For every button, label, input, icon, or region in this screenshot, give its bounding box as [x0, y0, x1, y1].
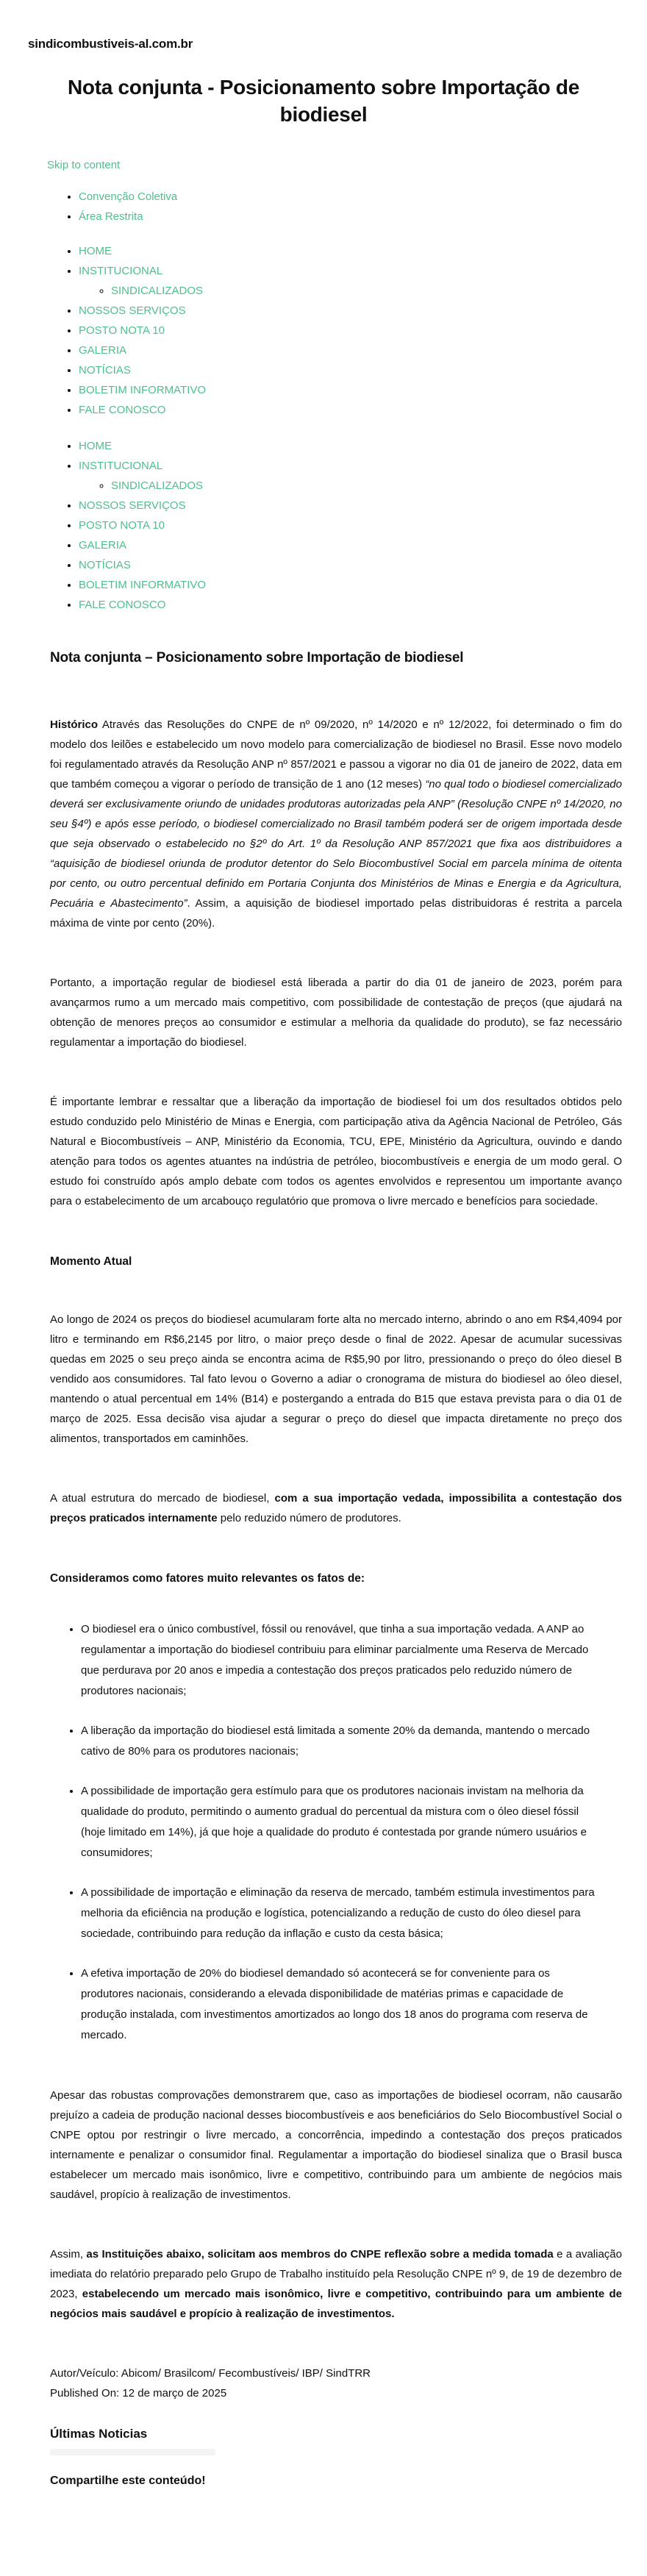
submenu-link-sindicalizados[interactable]: SINDICALIZADOS	[111, 285, 204, 297]
paragraph-portanto	[50, 973, 622, 1052]
text-segment: Apesar das robustas comprovações demonstrarem que, caso as importações de biodiesel ocorram, não causarão prejuízo a cadeia de produção nacional desses biocombustíveis e aos beneficiários do Selo Biocombustível Social o CNPE optou por restringir o livre mercado, a concorrência, impedindo a contestação dos preços praticados internamente e penalizar o consumidor final. Regulamentar a importação do biodiesel sinaliza que o Brasil busca estabelecer um mercado mais isonômico, livre e competitivo, contribuindo para um ambiente de negócios mais saudável, propício à realização de investimentos.	[50, 2089, 622, 2201]
text-segment: É importante lembrar e ressaltar que a liberação da importação de biodiesel foi um dos resultados obtidos pelo estudo conduzido pelo Ministério de Minas e Energia, com participação ativa da Agência Nacional de Petróleo, Gás Natural e Biocombustíveis – ANP, Ministério da Economia, TCU, EPE, Ministério da Agricultura, ouvindo e dando atenção para todos os agentes atuantes na indústria de petróleo, biocombustíveis e energia de um modo geral. O estudo foi construído após amplo debate com todos os agentes envolvidos e representou um importante avanço para o estabelecimento de um arcabouço regulatório que promova o livre mercado e benefícios para sociedade.	[50, 1096, 622, 1207]
paragraph-assim-solicitacao	[50, 2244, 622, 2324]
text-segment: “no qual todo o biodiesel comercializado deverá ser exclusivamente oriundo de unidades produtoras autorizadas pela ANP” (Resolução CNPE nº 14/2020, no seu §4º) e após esse período, o biodiesel comercializado no Brasil também poderá ser de origem importada desde que seja observado o estabelecido no §2º do Art. 1º da Resolução ANP 857/2021 que fixa aos distribuidores a “aquisição de biodiesel oriunda de produtor detentor do Selo Biocombustível Social em parcela mínima de oitenta por cento, ou outro percentual definido em Portaria Conjunta dos Ministérios de Minas e Energia e da Agricultura, Pecuária e Abastecimento”	[50, 778, 622, 910]
text-segment: A atual estrutura do mercado de biodiesel,	[50, 1492, 275, 1505]
factor-item-a-possibilidade-de-importacao-gera-estim	[81, 1781, 600, 1863]
section-heading-momento-atual: Momento Atual	[50, 1255, 132, 1268]
menu-item-fale-conosco	[79, 595, 647, 615]
submenu-link-sindicalizados[interactable]: SINDICALIZADOS	[111, 479, 204, 492]
submenu-of-institucional	[79, 476, 647, 496]
menu-item-home	[79, 241, 647, 261]
factor-text: A liberação da importação do biodiesel está limitada a somente 20% da demanda, mantendo o mercado cativo de 80% para os produtores nacionais;	[81, 1724, 590, 1758]
skip-to-content-link[interactable]: Skip to content	[47, 159, 121, 171]
factor-text: A possibilidade de importação gera estímulo para que os produtores nacionais invistam na melhoria da qualidade do produto, permitindo o aumento gradual do percentual da mistura com o óleo diesel fóssil (hoje limitado em 14%), já que hoje a qualidade do produto é contestada por grande número usuários e consumidores;	[81, 1785, 587, 1859]
menu-item-home	[79, 436, 647, 456]
page-title: Nota conjunta - Posicionamento sobre Importação de biodiesel	[68, 76, 579, 126]
factors-list	[50, 1619, 622, 2046]
menu-block-2	[0, 436, 647, 615]
menu-link-noticias[interactable]: NOTÍCIAS	[79, 559, 131, 571]
menu-item-noticias	[79, 360, 647, 380]
article-title: Nota conjunta – Posicionamento sobre Importação de biodiesel	[50, 650, 464, 666]
text-segment: Assim,	[50, 2248, 87, 2261]
text-segment: Portanto, a importação regular de biodiesel está liberada a partir do dia 01 de janeiro de 2023, porém para avançarmos rumo a um mercado mais competitivo, com possibilidade de contestação de preços (que ajudará na obtenção de menores preços ao consumidor e estimular a melhoria da qualidade do produto), se faz necessário regulamentar a importação do biodiesel.	[50, 977, 622, 1049]
menu-item-fale-conosco	[79, 400, 647, 420]
menu-link-boletim-informativo[interactable]: BOLETIM INFORMATIVO	[79, 384, 207, 396]
menu-link-boletim-informativo[interactable]: BOLETIM INFORMATIVO	[79, 579, 207, 591]
text-segment: pelo reduzido número de produtores.	[217, 1512, 401, 1524]
author-line: Autor/Veículo: Abicom/ Brasilcom/ Fecombustíveis/ IBP/ SindTRR	[50, 2367, 371, 2380]
paragraph-importante	[50, 1092, 622, 1211]
primary-menu-repeat	[0, 436, 647, 615]
factor-item-a-efetiva-importacao-de-20-do-biodiesel-	[81, 1963, 600, 2046]
menu-link-posto-nota-10[interactable]: POSTO NOTA 10	[79, 324, 165, 337]
text-segment: Histórico	[50, 718, 99, 731]
menu-item-institucional	[79, 261, 647, 301]
menu-link-home[interactable]: HOME	[79, 245, 112, 257]
menu-item-galeria	[79, 340, 647, 360]
paragraph-apesar	[50, 2086, 622, 2205]
menu-link-home[interactable]: HOME	[79, 440, 112, 452]
article-meta	[50, 2363, 622, 2403]
menu-item-area-restrita	[79, 207, 647, 226]
menu-link-noticias[interactable]: NOTÍCIAS	[79, 364, 131, 377]
faded-related-link-placeholder	[50, 2449, 215, 2455]
factor-item-a-liberacao-da-importacao-do-biodiesel-e	[81, 1721, 600, 1762]
menu-item-galeria	[79, 535, 647, 555]
menu-link-institucional[interactable]: INSTITUCIONAL	[79, 460, 163, 472]
text-segment: Ao longo de 2024 os preços do biodiesel acumularam forte alta no mercado interno, abrindo o ano em R$4,4094 por litro e terminando em R$6,2145 por litro, o maior preço desde o final de 2022. Apesar de acumular sucessivas quedas em 2025 o seu preço ainda se encontra acima de R$5,90 por litro, pressionando o preço do óleo diesel B vendido aos consumidores. Tal fato levou o Governo a adiar o cronograma de mistura do biodiesel ao óleo diesel, mantendo o atual percentual em 14% (B14) e postergando a entrada do B15 que estava prevista para o dia 01 de março de 2025. Essa decisão visa ajudar a segurar o preço do diesel que impacta diretamente no preço dos alimentos, transportados em caminhões.	[50, 1313, 622, 1445]
menu-item-posto-nota-10	[79, 515, 647, 535]
section-heading-ultimas-noticias: Últimas Noticias	[50, 2427, 148, 2441]
article	[50, 649, 622, 2488]
menu-link-nossos-servicos[interactable]: NOSSOS SERVIÇOS	[79, 499, 186, 512]
primary-menu	[0, 241, 647, 420]
menu-item-noticias	[79, 555, 647, 575]
menu-link-institucional[interactable]: INSTITUCIONAL	[79, 265, 163, 277]
text-segment: com a sua importação vedada, impossibilita a contestação dos preços praticados internamente	[50, 1492, 622, 1524]
section-heading-fatores: Consideramos como fatores muito relevantes os fatos de:	[50, 1572, 365, 1585]
share-heading: Compartilhe este conteúdo!	[50, 2475, 206, 2487]
menu-item-posto-nota-10	[79, 321, 647, 340]
menu-block-1	[0, 187, 647, 420]
menu-link-posto-nota-10[interactable]: POSTO NOTA 10	[79, 519, 165, 532]
secondary-menu	[0, 187, 647, 226]
submenu-of-institucional	[79, 281, 647, 301]
text-segment: estabelecendo um mercado mais isonômico, livre e competitivo, contribuindo para um ambiente de negócios mais saudável e propício à realização de investimentos.	[50, 2288, 622, 2320]
submenu-item-sindicalizados	[111, 281, 647, 301]
text-segment: Através das Resoluções do CNPE de nº 09/2020, nº 14/2020 e nº 12/2022, foi determinado o fim do modelo dos leilões e estabelecido um novo modelo para comercialização de biodiesel no Brasil. Esse novo modelo foi regulamentado através da Resolução ANP nº 857/2021 e passou a vigorar no dia 01 de janeiro de 2022, data em que também começou a vigorar o período de transição de 1 ano (12 meses)	[50, 718, 622, 791]
menu-item-nossos-servicos	[79, 301, 647, 321]
submenu-item-sindicalizados	[111, 476, 647, 496]
menu-item-boletim-informativo	[79, 575, 647, 595]
menu-link-galeria[interactable]: GALERIA	[79, 344, 127, 357]
menu-link-nossos-servicos[interactable]: NOSSOS SERVIÇOS	[79, 304, 186, 317]
menu-item-nossos-servicos	[79, 496, 647, 515]
menu-link-fale-conosco[interactable]: FALE CONOSCO	[79, 599, 166, 611]
paragraph-historico	[50, 715, 622, 933]
text-segment: e a avaliação imediata do relatório preparado pelo Grupo de Trabalho instituído pela Resolução CNPE nº 9, de 19 de dezembro de 2023,	[50, 2248, 622, 2300]
menu-link-galeria[interactable]: GALERIA	[79, 539, 127, 552]
text-segment: . Assim, a aquisição de biodiesel importado pelas distribuidoras é restrita a parcela máxima de vinte por cento (20%).	[50, 897, 622, 930]
text-segment: as Instituições abaixo, solicitam aos membros do CNPE reflexão sobre a medida tomada	[86, 2248, 554, 2261]
menu-item-institucional	[79, 456, 647, 496]
factor-item-a-possibilidade-de-importacao-e-eliminac	[81, 1883, 600, 1944]
published-line: Published On: 12 de março de 2025	[50, 2387, 227, 2400]
menu-link-area-restrita[interactable]: Área Restrita	[79, 210, 143, 223]
factor-text: O biodiesel era o único combustível, fóssil ou renovável, que tinha a sua importação vedada. A ANP ao regulamentar a importação do biodiesel contribuiu para eliminar parcialmente uma Reserva de Mercado que perdurava por 20 anos e impedia a contestação dos preços praticados pelo reduzido número de produtores nacionais;	[81, 1623, 589, 1697]
menu-item-boletim-informativo	[79, 380, 647, 400]
site-domain: sindicombustiveis-al.com.br	[28, 37, 193, 51]
paragraph-estrutura-mercado	[50, 1488, 622, 1528]
menu-link-convencao-coletiva[interactable]: Convenção Coletiva	[79, 190, 178, 203]
factor-text: A efetiva importação de 20% do biodiesel demandado só acontecerá se for conveniente para os produtores nacionais, considerando a elevada disponibilidade de matérias primas e capacidade de produção instalada, com investimentos amortizados ao longo dos 18 anos do programa com reserva de mercado.	[81, 1967, 588, 2041]
menu-link-fale-conosco[interactable]: FALE CONOSCO	[79, 404, 166, 416]
menu-item-convencao-coletiva	[79, 187, 647, 207]
factor-item-o-biodiesel-era-o-unico-combustivel-foss	[81, 1619, 600, 1702]
paragraph-precos-2024	[50, 1310, 622, 1449]
factor-text: A possibilidade de importação e eliminação da reserva de mercado, também estimula investimentos para melhoria da eficiência na produção e logística, potencializando a redução de custo do óleo diesel para sociedade, contribuindo para redução da inflação e custo da cesta básica;	[81, 1886, 595, 1940]
